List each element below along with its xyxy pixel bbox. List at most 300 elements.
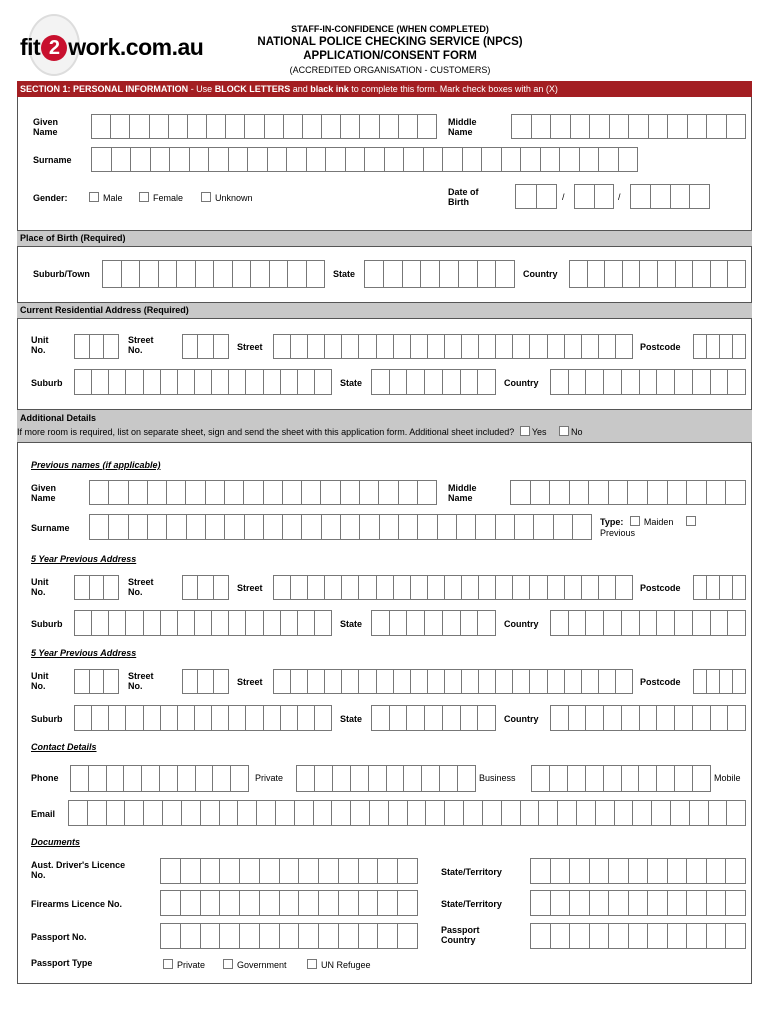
firearms-state-boxes[interactable] [530, 890, 746, 916]
char-box[interactable] [709, 800, 728, 826]
char-box[interactable] [628, 480, 648, 505]
char-box[interactable] [461, 369, 479, 395]
char-box[interactable] [648, 923, 668, 949]
char-box[interactable] [201, 800, 220, 826]
char-box[interactable] [530, 858, 551, 884]
char-box[interactable] [385, 147, 405, 172]
char-box[interactable] [590, 858, 610, 884]
phone-private-boxes[interactable] [70, 765, 249, 792]
char-box[interactable] [496, 514, 515, 540]
char-box[interactable] [551, 858, 571, 884]
char-box[interactable] [398, 890, 418, 916]
char-box[interactable] [570, 923, 590, 949]
char-box[interactable] [377, 669, 394, 694]
char-box[interactable] [548, 334, 565, 359]
char-box[interactable] [248, 147, 268, 172]
char-box[interactable] [270, 260, 289, 288]
char-box[interactable] [394, 334, 411, 359]
char-box[interactable] [425, 610, 443, 636]
char-box[interactable] [459, 260, 478, 288]
char-box[interactable] [707, 575, 720, 600]
char-box[interactable] [303, 114, 322, 139]
char-box[interactable] [479, 334, 496, 359]
char-box[interactable] [129, 514, 148, 540]
char-box[interactable] [126, 705, 143, 731]
char-box[interactable] [88, 800, 107, 826]
char-box[interactable] [515, 514, 534, 540]
char-box[interactable] [315, 610, 332, 636]
pa2-street-no-boxes[interactable] [182, 669, 229, 694]
cur-country-boxes[interactable] [550, 369, 746, 395]
char-box[interactable] [676, 260, 694, 288]
char-box[interactable] [633, 800, 652, 826]
gender-unknown-option[interactable]: Unknown [201, 192, 253, 203]
char-box[interactable] [496, 669, 513, 694]
char-box[interactable] [394, 669, 411, 694]
cur-suburb-boxes[interactable] [74, 369, 332, 395]
char-box[interactable] [399, 114, 418, 139]
prev-surname-boxes[interactable] [89, 514, 592, 540]
char-box[interactable] [550, 705, 569, 731]
char-box[interactable] [351, 800, 370, 826]
passport-un-refugee-option[interactable]: UN Refugee [307, 959, 371, 970]
char-box[interactable] [550, 765, 568, 792]
pa1-street-no-boxes[interactable] [182, 575, 229, 600]
char-box[interactable] [214, 334, 229, 359]
char-box[interactable] [212, 705, 229, 731]
char-box[interactable] [726, 890, 746, 916]
char-box[interactable] [377, 575, 394, 600]
char-box[interactable] [582, 575, 599, 600]
char-box[interactable] [623, 260, 641, 288]
char-box[interactable] [693, 334, 707, 359]
char-box[interactable] [257, 800, 276, 826]
pa2-street-boxes[interactable] [273, 669, 633, 694]
char-box[interactable] [604, 369, 622, 395]
char-box[interactable] [131, 147, 151, 172]
char-box[interactable] [319, 923, 339, 949]
char-box[interactable] [550, 610, 569, 636]
char-box[interactable] [728, 369, 746, 395]
char-box[interactable] [229, 610, 246, 636]
char-box[interactable] [74, 669, 90, 694]
char-box[interactable] [428, 575, 445, 600]
char-box[interactable] [379, 480, 398, 505]
char-box[interactable] [240, 890, 260, 916]
char-box[interactable] [707, 114, 727, 139]
char-box[interactable] [195, 610, 212, 636]
char-box[interactable] [521, 147, 541, 172]
char-box[interactable] [502, 800, 521, 826]
char-box[interactable] [407, 369, 425, 395]
char-box[interactable] [604, 765, 622, 792]
char-box[interactable] [622, 765, 640, 792]
dob-day-boxes[interactable] [515, 184, 557, 209]
char-box[interactable] [657, 765, 675, 792]
char-box[interactable] [458, 765, 476, 792]
char-box[interactable] [342, 334, 359, 359]
char-box[interactable] [408, 800, 427, 826]
char-box[interactable] [283, 514, 302, 540]
char-box[interactable] [675, 765, 693, 792]
char-box[interactable] [550, 480, 570, 505]
char-box[interactable] [273, 575, 291, 600]
char-box[interactable] [675, 610, 693, 636]
gender-unknown-checkbox[interactable] [201, 192, 211, 202]
char-box[interactable] [445, 800, 464, 826]
char-box[interactable] [346, 147, 366, 172]
char-box[interactable] [107, 765, 125, 792]
char-box[interactable] [341, 114, 360, 139]
char-box[interactable] [687, 890, 707, 916]
char-box[interactable] [478, 260, 497, 288]
char-box[interactable] [675, 369, 693, 395]
char-box[interactable] [586, 705, 604, 731]
char-box[interactable] [619, 147, 639, 172]
char-box[interactable] [604, 705, 622, 731]
char-box[interactable] [325, 669, 342, 694]
char-box[interactable] [599, 147, 619, 172]
char-box[interactable] [560, 147, 580, 172]
char-box[interactable] [482, 147, 502, 172]
char-box[interactable] [502, 147, 522, 172]
char-box[interactable] [264, 705, 281, 731]
char-box[interactable] [302, 480, 321, 505]
passport-government-option[interactable]: Government [223, 959, 287, 970]
char-box[interactable] [314, 800, 333, 826]
char-box[interactable] [291, 334, 308, 359]
char-box[interactable] [308, 669, 325, 694]
char-box[interactable] [109, 705, 126, 731]
char-box[interactable] [148, 514, 167, 540]
char-box[interactable] [90, 334, 105, 359]
passport-private-checkbox[interactable] [163, 959, 173, 969]
char-box[interactable] [421, 260, 440, 288]
char-box[interactable] [342, 669, 359, 694]
char-box[interactable] [260, 923, 280, 949]
char-box[interactable] [196, 765, 214, 792]
char-box[interactable] [341, 480, 360, 505]
char-box[interactable] [380, 114, 399, 139]
char-box[interactable] [198, 669, 213, 694]
char-box[interactable] [407, 705, 425, 731]
char-box[interactable] [711, 260, 729, 288]
pa2-state-boxes[interactable] [371, 705, 496, 731]
char-box[interactable] [407, 610, 425, 636]
char-box[interactable] [599, 669, 616, 694]
char-box[interactable] [308, 334, 325, 359]
char-box[interactable] [160, 890, 181, 916]
char-box[interactable] [403, 260, 422, 288]
char-box[interactable] [418, 480, 437, 505]
char-box[interactable] [720, 334, 733, 359]
cur-street-no-boxes[interactable] [182, 334, 229, 359]
char-box[interactable] [390, 610, 408, 636]
char-box[interactable] [418, 514, 437, 540]
char-box[interactable] [341, 514, 360, 540]
char-box[interactable] [281, 705, 298, 731]
char-box[interactable] [102, 260, 122, 288]
char-box[interactable] [74, 369, 92, 395]
char-box[interactable] [220, 923, 240, 949]
char-box[interactable] [178, 765, 196, 792]
pa2-country-boxes[interactable] [550, 705, 746, 731]
char-box[interactable] [144, 369, 161, 395]
pob-state-boxes[interactable] [364, 260, 515, 288]
char-box[interactable] [226, 114, 245, 139]
char-box[interactable] [668, 114, 688, 139]
char-box[interactable] [104, 334, 119, 359]
char-box[interactable] [690, 184, 710, 209]
char-box[interactable] [640, 369, 658, 395]
char-box[interactable] [206, 480, 225, 505]
char-box[interactable] [530, 669, 547, 694]
char-box[interactable] [169, 114, 188, 139]
passport-un-refugee-checkbox[interactable] [307, 959, 317, 969]
char-box[interactable] [693, 705, 711, 731]
char-box[interactable] [733, 575, 746, 600]
char-box[interactable] [198, 334, 213, 359]
char-box[interactable] [129, 480, 148, 505]
char-box[interactable] [170, 147, 190, 172]
char-box[interactable] [479, 575, 496, 600]
char-box[interactable] [733, 334, 746, 359]
char-box[interactable] [398, 858, 418, 884]
char-box[interactable] [212, 369, 229, 395]
char-box[interactable] [398, 923, 418, 949]
char-box[interactable] [206, 514, 225, 540]
char-box[interactable] [91, 147, 112, 172]
char-box[interactable] [609, 858, 629, 884]
char-box[interactable] [707, 858, 727, 884]
cur-state-boxes[interactable] [371, 369, 496, 395]
char-box[interactable] [568, 765, 586, 792]
char-box[interactable] [390, 705, 408, 731]
char-box[interactable] [548, 669, 565, 694]
passport-country-boxes[interactable] [530, 923, 746, 949]
char-box[interactable] [74, 705, 92, 731]
type-maiden-checkbox[interactable] [630, 516, 640, 526]
char-box[interactable] [443, 147, 463, 172]
char-box[interactable] [92, 705, 109, 731]
char-box[interactable] [332, 800, 351, 826]
char-box[interactable] [461, 610, 479, 636]
char-box[interactable] [325, 334, 342, 359]
char-box[interactable] [586, 610, 604, 636]
char-box[interactable] [605, 260, 623, 288]
char-box[interactable] [190, 147, 210, 172]
char-box[interactable] [240, 923, 260, 949]
char-box[interactable] [599, 334, 616, 359]
firearms-licence-boxes[interactable] [160, 890, 418, 916]
char-box[interactable] [89, 514, 109, 540]
char-box[interactable] [380, 514, 399, 540]
char-box[interactable] [464, 800, 483, 826]
char-box[interactable] [707, 669, 720, 694]
char-box[interactable] [588, 260, 606, 288]
char-box[interactable] [640, 260, 658, 288]
char-box[interactable] [246, 705, 263, 731]
char-box[interactable] [462, 575, 479, 600]
char-box[interactable] [616, 575, 633, 600]
char-box[interactable] [307, 147, 327, 172]
char-box[interactable] [214, 260, 233, 288]
char-box[interactable] [649, 114, 669, 139]
char-box[interactable] [511, 114, 532, 139]
char-box[interactable] [570, 858, 590, 884]
char-box[interactable] [728, 610, 746, 636]
char-box[interactable] [360, 514, 379, 540]
char-box[interactable] [690, 800, 709, 826]
additional-no-checkbox[interactable] [559, 426, 569, 436]
char-box[interactable] [229, 147, 249, 172]
char-box[interactable] [687, 923, 707, 949]
char-box[interactable] [630, 184, 651, 209]
passport-private-option[interactable]: Private [163, 959, 205, 970]
char-box[interactable] [720, 669, 733, 694]
char-box[interactable] [726, 858, 746, 884]
char-box[interactable] [445, 669, 462, 694]
char-box[interactable] [365, 147, 385, 172]
char-box[interactable] [160, 765, 178, 792]
char-box[interactable] [496, 575, 513, 600]
char-box[interactable] [425, 705, 443, 731]
char-box[interactable] [220, 858, 240, 884]
char-box[interactable] [213, 765, 231, 792]
char-box[interactable] [539, 800, 558, 826]
char-box[interactable] [693, 610, 711, 636]
char-box[interactable] [496, 260, 515, 288]
char-box[interactable] [92, 369, 109, 395]
pob-country-boxes[interactable] [569, 260, 746, 288]
char-box[interactable] [178, 705, 195, 731]
char-box[interactable] [246, 610, 263, 636]
char-box[interactable] [299, 858, 319, 884]
char-box[interactable] [319, 890, 339, 916]
additional-yes-checkbox[interactable] [520, 426, 530, 436]
char-box[interactable] [339, 923, 359, 949]
gender-male-option[interactable]: Male [89, 192, 123, 203]
char-box[interactable] [233, 260, 252, 288]
char-box[interactable] [590, 890, 610, 916]
char-box[interactable] [209, 147, 229, 172]
char-box[interactable] [359, 890, 379, 916]
char-box[interactable] [265, 114, 284, 139]
char-box[interactable] [711, 369, 729, 395]
char-box[interactable] [360, 480, 379, 505]
char-box[interactable] [610, 114, 630, 139]
char-box[interactable] [727, 114, 747, 139]
char-box[interactable] [707, 334, 720, 359]
char-box[interactable] [443, 610, 461, 636]
char-box[interactable] [390, 369, 408, 395]
char-box[interactable] [728, 705, 746, 731]
char-box[interactable] [90, 669, 105, 694]
char-box[interactable] [651, 184, 671, 209]
char-box[interactable] [604, 610, 622, 636]
char-box[interactable] [521, 800, 540, 826]
passport-no-boxes[interactable] [160, 923, 418, 949]
char-box[interactable] [182, 669, 198, 694]
char-box[interactable] [425, 369, 443, 395]
pa2-postcode-boxes[interactable] [693, 669, 746, 694]
char-box[interactable] [308, 575, 325, 600]
char-box[interactable] [478, 610, 496, 636]
char-box[interactable] [530, 923, 551, 949]
char-box[interactable] [496, 334, 513, 359]
pob-suburb-boxes[interactable] [102, 260, 325, 288]
char-box[interactable] [109, 514, 128, 540]
char-box[interactable] [281, 610, 298, 636]
char-box[interactable] [483, 800, 502, 826]
pa1-street-boxes[interactable] [273, 575, 633, 600]
type-previous-checkbox[interactable] [686, 516, 696, 526]
char-box[interactable] [411, 334, 428, 359]
char-box[interactable] [404, 147, 424, 172]
char-box[interactable] [711, 705, 729, 731]
char-box[interactable] [107, 800, 126, 826]
char-box[interactable] [590, 923, 610, 949]
char-box[interactable] [112, 147, 132, 172]
char-box[interactable] [671, 184, 691, 209]
char-box[interactable] [580, 147, 600, 172]
dob-month-boxes[interactable] [574, 184, 614, 209]
char-box[interactable] [668, 480, 688, 505]
char-box[interactable] [513, 575, 530, 600]
char-box[interactable] [727, 800, 746, 826]
char-box[interactable] [687, 858, 707, 884]
char-box[interactable] [229, 369, 246, 395]
phone-mobile-boxes[interactable] [531, 765, 711, 792]
char-box[interactable] [586, 369, 604, 395]
char-box[interactable] [288, 260, 307, 288]
char-box[interactable] [196, 260, 215, 288]
char-box[interactable] [181, 923, 201, 949]
char-box[interactable] [639, 765, 657, 792]
char-box[interactable] [360, 114, 379, 139]
char-box[interactable] [201, 858, 221, 884]
char-box[interactable] [693, 575, 707, 600]
char-box[interactable] [225, 480, 244, 505]
char-box[interactable] [122, 260, 141, 288]
char-box[interactable] [195, 369, 212, 395]
char-box[interactable] [426, 800, 445, 826]
char-box[interactable] [244, 480, 263, 505]
middle-name-boxes[interactable] [511, 114, 746, 139]
char-box[interactable] [201, 923, 221, 949]
char-box[interactable] [648, 858, 668, 884]
phone-business-boxes[interactable] [296, 765, 476, 792]
char-box[interactable] [225, 514, 244, 540]
char-box[interactable] [569, 369, 587, 395]
char-box[interactable] [214, 669, 229, 694]
char-box[interactable] [298, 610, 315, 636]
char-box[interactable] [378, 923, 398, 949]
char-box[interactable] [476, 514, 495, 540]
char-box[interactable] [161, 610, 178, 636]
char-box[interactable] [574, 184, 595, 209]
char-box[interactable] [551, 923, 571, 949]
cur-street-boxes[interactable] [273, 334, 633, 359]
char-box[interactable] [668, 858, 688, 884]
char-box[interactable] [657, 705, 675, 731]
char-box[interactable] [296, 765, 315, 792]
char-box[interactable] [573, 514, 592, 540]
char-box[interactable] [167, 514, 186, 540]
char-box[interactable] [307, 260, 326, 288]
email-boxes[interactable] [68, 800, 746, 826]
char-box[interactable] [657, 369, 675, 395]
